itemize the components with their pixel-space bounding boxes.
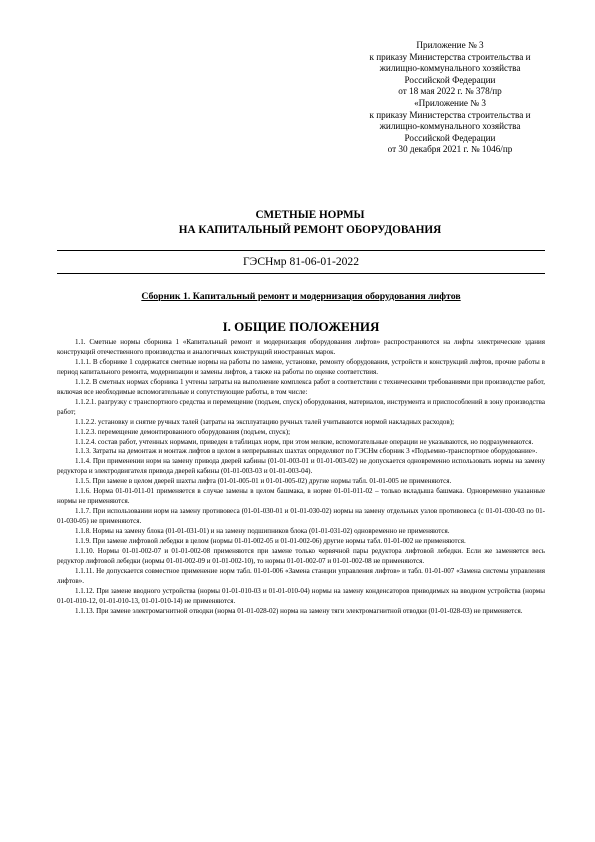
appendix-line: «Приложение № 3 (414, 97, 486, 108)
paragraph: 1.1.2.2. установку и снятие ручных талей (затраты на эксплуатацию ручных талей учитываются нормой накладных расходов); (75, 417, 455, 426)
paragraph: 1.1.2.4. состав работ, учтенных нормами, приведен в таблицах норм, при этом мелкие, вспомогательные операции не указываются, но подразумеваются. (75, 437, 534, 446)
appendix-line: Российской Федерации (404, 132, 496, 143)
appendix-header (330, 40, 570, 156)
appendix-line: жилищно-коммунального хозяйства (379, 63, 521, 74)
appendix-line: жилищно-коммунального хозяйства (379, 121, 521, 132)
paragraph: 1.1.4. При применении норм на замену привода дверей кабины (01-01-003-01 и 01-01-003-02) не допускается одновременно использовать нормы на замену редуктора и электродвигателя привода дверей кабины (01-01-003-03 и 01-01-003-04). (57, 457, 545, 476)
appendix-line: от 30 декабря 2021 г. № 1046/пр (387, 144, 513, 155)
collection-title: Сборник 1. Капитальный ремонт и модернизация оборудования лифтов (141, 291, 461, 302)
paragraph: 1.1.9. При замене лифтовой лебедки в целом (нормы 01-01-002-05 и 01-01-002-06) другие нормы табл. 01-01-002 не применяются. (75, 537, 466, 546)
appendix-line: к приказу Министерства строительства и (369, 109, 531, 120)
paragraph: 1.1.2.1. разгрузку с транспортного средства и перемещение (подъем, спуск) оборудования, материалов, инструмента и приспособлений в зону производства работ; (57, 397, 545, 416)
appendix-line: Приложение № 3 (416, 40, 484, 50)
paragraph: 1.1.11. Не допускается совместное применение норм табл. 01-01-006 «Замена станции управления лифтов» и табл. 01-01-007 «Замена системы управления лифтов». (57, 566, 545, 585)
body-text (57, 338, 545, 617)
paragraph: 1.1.2. В сметных нормах сборника 1 учтены затраты на выполнение комплекса работ в соответствии с техническими требованиями при производстве работ, включая все необходимые вспомогательные и сопутствующие работы, в том числе: (57, 377, 545, 396)
paragraph: 1.1.13. При замене электромагнитной отводки (норма 01-01-028-02) норма на замену тяги электромагнитной отводки (01-01-028-03) не применяется. (75, 606, 523, 615)
paragraph: 1.1.3. Затраты на демонтаж и монтаж лифтов в целом в непрерывных шахтах определяют по ГЭСНм сборник 3 «Подъемно-транспортное оборудование». (75, 447, 538, 456)
appendix-line: от 18 мая 2022 г. № 378/пр (398, 86, 502, 97)
document-title-line1: СМЕТНЫЕ НОРМЫ (255, 209, 365, 221)
appendix-line: к приказу Министерства строительства и (369, 51, 531, 62)
document-title-line2: НА КАПИТАЛЬНЫЙ РЕМОНТ ОБОРУДОВАНИЯ (178, 224, 442, 236)
paragraph: 1.1.5. При замене в целом дверей шахты лифта (01-01-005-01 и 01-01-005-02) другие нормы табл. 01-01-005 не применяются. (75, 477, 452, 486)
paragraph: 1.1.12. При замене вводного устройства (нормы 01-01-010-03 и 01-01-010-04) нормы на замену конденсаторов приводимых на вводном устройства (нормы 01-01-010-12, 01-01-010-13, 01-01-010-14) не применяются. (57, 586, 545, 605)
section-heading: I. ОБЩИЕ ПОЛОЖЕНИЯ (222, 319, 380, 334)
paragraph: 1.1. Сметные нормы сборника 1 «Капитальный ремонт и модернизация оборудования лифтов» распространяются на лифты электрические здания конструкций отечественного производства и аналогичных конструкций иностранных марок. (57, 338, 545, 356)
paragraph: 1.1.7. При использовании норм на замену противовеса (01-01-030-01 и 01-01-030-02) нормы на замену отдельных узлов противовеса (с 01-01-030-03 по 01-01-030-05) не применяются. (57, 507, 545, 526)
paragraph: 1.1.1. В сборнике 1 содержатся сметные нормы на работы по замене, установке, ремонту оборудования, устройств и конструкций лифтов, прочие работы в период капитального ремонта, модернизации и замены лифтов, а также на работы по оценке соответствия. (57, 357, 545, 376)
paragraph: 1.1.8. Нормы на замену блока (01-01-031-01) и на замену подшипников блока (01-01-031-02) одновременно не применяются. (75, 527, 450, 536)
appendix-line: Российской Федерации (404, 74, 496, 85)
norm-code: ГЭСНмр 81-06-01-2022 (57, 250, 545, 274)
paragraph: 1.1.10. Нормы 01-01-002-07 и 01-01-002-08 применяются при замене только червячной пары редуктора лифтовой лебедки. Если же заменяется весь редуктор лифтовой лебедки (нормы 01-01-002-09 и 01-01-002-10), то нормы 01-01-002-07 и 01-01-002-08 не применяются. (57, 547, 545, 565)
paragraph: 1.1.6. Норма 01-01-011-01 применяется в случае замены в целом башмака, в норме 01-01-011-02 – только вкладыша башмака. Одновременно указанные нормы не применяются. (57, 487, 545, 506)
paragraph: 1.1.2.3. перемещение демонтированного оборудования (подъем, спуск); (75, 427, 291, 436)
